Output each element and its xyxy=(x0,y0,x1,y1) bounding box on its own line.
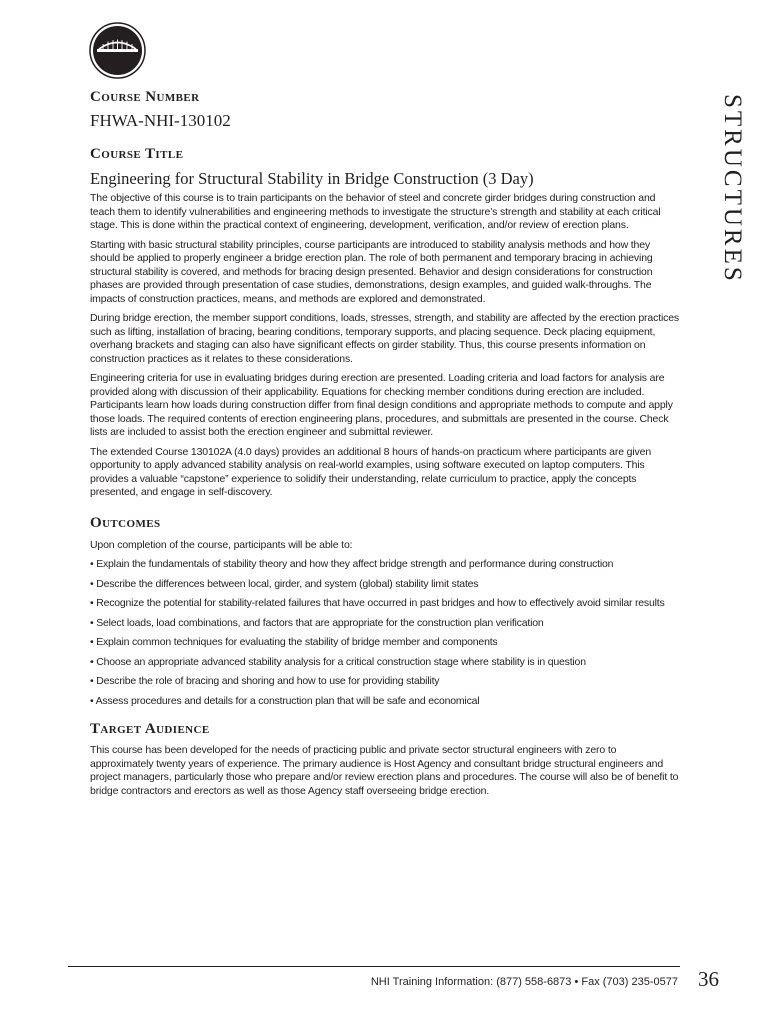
outcome-item: • Assess procedures and details for a construction plan that will be safe and economical xyxy=(90,694,480,707)
outcome-item: • Describe the differences between local, girder, and system (global) stability limit states xyxy=(90,577,479,590)
outcome-item: • Explain common techniques for evaluating the stability of bridge member and components xyxy=(90,636,498,648)
section-side-tab-label: STRUCTURES xyxy=(719,94,746,284)
course-number-heading: Course Number xyxy=(90,89,200,105)
description-paragraph: Starting with basic structural stability principles, course participants are introduced to stability analysis methods and how they should be applied to properly engineer a bridge erection plan. The role of both permanent and temporary bracing in achieving structural stability is covered, and methods for bracing design presented. Behavior and design considerations for construction phases are provided through presentation of case studies, demonstrations, design examples, and guided walk-throughs. The impacts of construction practices, means, and methods are explored and demonstrated. xyxy=(90,238,653,305)
page-number: 36 xyxy=(698,967,719,991)
description-paragraph: The extended Course 130102A (4.0 days) provides an additional 8 hours of hands-on practicum where participants are given opportunity to apply advanced stability analysis on real-world examples, using software executed on laptop computers. This provides a valuable “capstone” experience to solidify their understanding, relate curriculum to practice, apply the concepts presented, and engage in self-discovery. xyxy=(90,445,652,498)
footer-divider xyxy=(68,966,680,967)
outcome-item: • Describe the role of bracing and shoring and how to use for providing stability xyxy=(90,675,440,687)
outcome-item: • Recognize the potential for stability-related failures that have occurred in past bridges and how to effectively avoid similar results xyxy=(90,597,665,609)
target-audience-heading: Target Audience xyxy=(90,721,210,737)
course-number: FHWA-NHI-130102 xyxy=(90,111,231,130)
outcomes-heading: Outcomes xyxy=(90,514,161,531)
nhi-logo-icon xyxy=(89,22,146,79)
outcome-item: • Explain the fundamentals of stability theory and how they affect bridge strength and performance during construction xyxy=(90,558,614,570)
outcome-item: • Select loads, load combinations, and factors that are appropriate for the construction plan verification xyxy=(90,616,544,629)
course-content xyxy=(90,88,682,798)
section-side-tab xyxy=(716,94,752,284)
outcomes-intro: Upon completion of the course, participants will be able to: xyxy=(90,538,353,551)
description-paragraph: Engineering criteria for use in evaluating bridges during erection are presented. Loading criteria and load factors for analysis are provided along with discussion of their applicability. Equations for checking member conditions during erection are included. Participants learn how loads during construction differ from final design conditions and appropriate methods to compute and apply those loads. The required contents of erection engineering plans, procedures, and submittals are presented in the course. Check lists are included to assist both the erection engineer and submittal reviewer. xyxy=(90,372,673,438)
target-audience-text: This course has been developed for the needs of practicing public and private sector structural engineers with zero to approximately twenty years of experience. The primary audience is Host Agency and consultant bridge structural engineers and project managers, particularly those who prepare and/or review erection plans and procedures. The course will also be of benefit to bridge contractors and erectors as well as those Agency staff overseeing bridge erection. xyxy=(90,744,679,797)
course-title-heading: Course Title xyxy=(90,146,184,162)
footer-contact: NHI Training Information: (877) 558-6873 • Fax (703) 235-0577 xyxy=(370,976,678,988)
description-paragraph: The objective of this course is to train participants on the behavior of steel and concrete girder bridges during construction and teach them to identify vulnerabilities and engineering methods to investigate the structure’s strength and stability at each critical stage. This is done within the practical context of engineering, development, verification, and/or review of erection plans. xyxy=(90,192,661,231)
course-title: Engineering for Structural Stability in Bridge Construction (3 Day) xyxy=(90,169,534,188)
outcome-item: • Choose an appropriate advanced stability analysis for a critical construction stage where stability is in question xyxy=(90,655,586,668)
description-paragraph: During bridge erection, the member support conditions, loads, stresses, strength, and stability are affected by the erection practices such as lifting, installation of bracing, bearing conditions, temporary supports, and placing sequence. Deck placing equipment, overhang brackets and staging can also have significant effects on girder stability. Thus, this course presents information on construction practices as it relates to these considerations. xyxy=(90,312,680,365)
outcomes-list xyxy=(90,558,682,708)
course-description xyxy=(90,192,682,500)
